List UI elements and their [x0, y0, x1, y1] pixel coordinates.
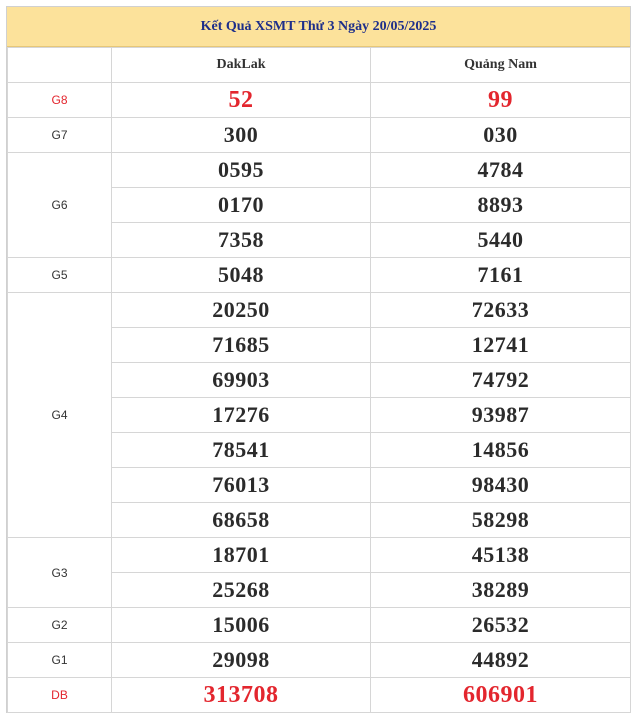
- results-title: Kết Quả XSMT Thứ 3 Ngày 20/05/2025: [7, 7, 630, 47]
- prize-row-g4: [8, 293, 631, 328]
- number-cell: 45138: [371, 538, 631, 573]
- number-cell: 72633: [371, 293, 631, 328]
- number-cell: 52: [112, 83, 371, 118]
- province-header-daklak: DakLak: [112, 48, 371, 83]
- province-header-quang-nam: Quảng Nam: [371, 48, 631, 83]
- number-cell: 18701: [112, 538, 371, 573]
- prize-label-db: DB: [8, 678, 112, 713]
- number-cell: 5048: [112, 258, 371, 293]
- number-cell: 68658: [112, 503, 371, 538]
- results-table: [7, 47, 631, 713]
- number-cell: 78541: [112, 433, 371, 468]
- number-cell: 38289: [371, 573, 631, 608]
- number-cell: 29098: [112, 643, 371, 678]
- prize-row-g1: [8, 643, 631, 678]
- number-cell: 98430: [371, 468, 631, 503]
- prize-label-g2: G2: [8, 608, 112, 643]
- prize-label-g1: G1: [8, 643, 112, 678]
- prize-label-g8: G8: [8, 83, 112, 118]
- number-cell: 8893: [371, 188, 631, 223]
- number-cell: 0170: [112, 188, 371, 223]
- prize-row-g8: [8, 83, 631, 118]
- prize-row-g6: [8, 153, 631, 188]
- number-cell: 7358: [112, 223, 371, 258]
- prize-row-db: [8, 678, 631, 713]
- prize-row-g7: [8, 118, 631, 153]
- prize-column-header: [8, 48, 112, 83]
- number-cell: 26532: [371, 608, 631, 643]
- prize-label-g4: G4: [8, 293, 112, 538]
- number-cell: 030: [371, 118, 631, 153]
- prize-label-g3: G3: [8, 538, 112, 608]
- number-cell: 300: [112, 118, 371, 153]
- prize-label-g6: G6: [8, 153, 112, 258]
- number-cell: 99: [371, 83, 631, 118]
- prize-row-g5: [8, 258, 631, 293]
- number-cell: 93987: [371, 398, 631, 433]
- number-cell: 5440: [371, 223, 631, 258]
- number-cell: 69903: [112, 363, 371, 398]
- results-frame: [6, 6, 631, 713]
- prize-row-g3: [8, 538, 631, 573]
- prize-row-g2: [8, 608, 631, 643]
- number-cell: 12741: [371, 328, 631, 363]
- number-cell: 4784: [371, 153, 631, 188]
- number-cell: 20250: [112, 293, 371, 328]
- header-row: [8, 48, 631, 83]
- number-cell: 71685: [112, 328, 371, 363]
- number-cell: 58298: [371, 503, 631, 538]
- number-cell: 76013: [112, 468, 371, 503]
- number-cell-special: 313708: [112, 678, 371, 713]
- number-cell-special: 606901: [371, 678, 631, 713]
- prize-label-g5: G5: [8, 258, 112, 293]
- prize-label-g7: G7: [8, 118, 112, 153]
- number-cell: 74792: [371, 363, 631, 398]
- number-cell: 25268: [112, 573, 371, 608]
- number-cell: 14856: [371, 433, 631, 468]
- number-cell: 7161: [371, 258, 631, 293]
- number-cell: 15006: [112, 608, 371, 643]
- number-cell: 44892: [371, 643, 631, 678]
- number-cell: 17276: [112, 398, 371, 433]
- number-cell: 0595: [112, 153, 371, 188]
